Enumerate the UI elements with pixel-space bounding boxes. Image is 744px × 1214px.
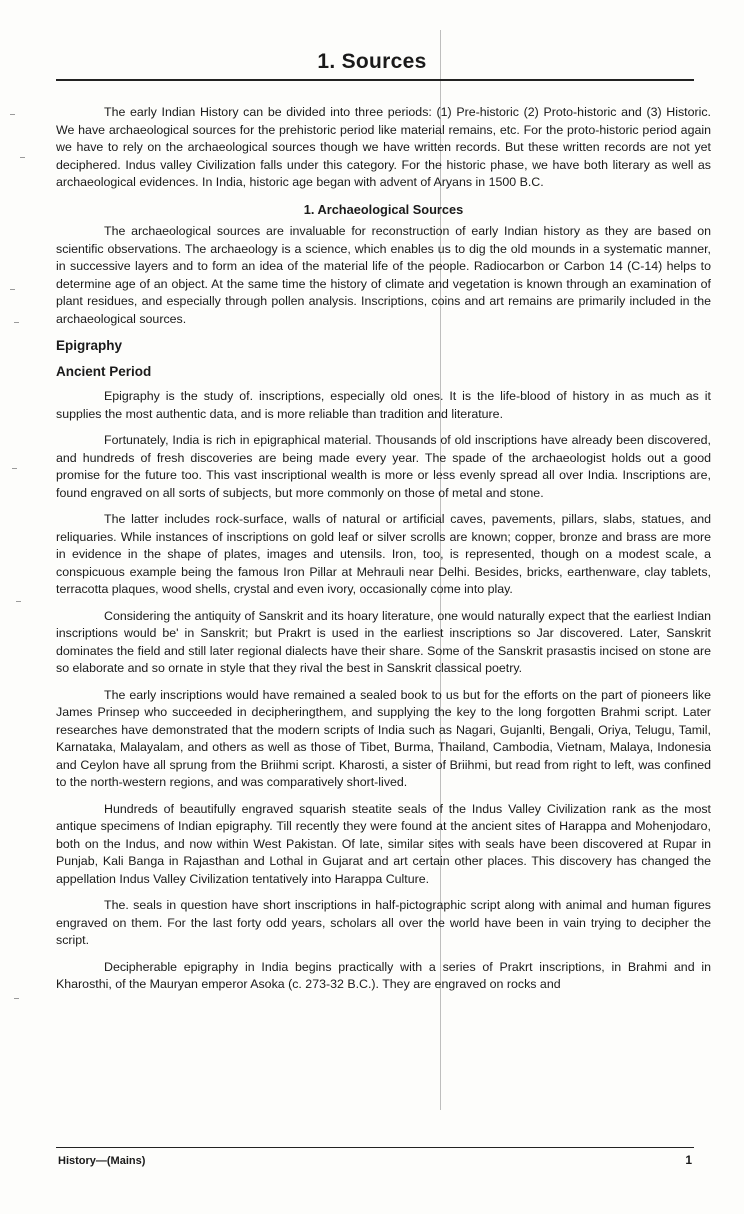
epigraphy-paragraph: The. seals in question have short inscriptions in half-pictographic script along with animal and human figures engraved on them. For the last forty odd years, scholars all over the world have been in vain trying to decipher the script.	[56, 898, 711, 947]
section-heading-archaeological-sources: 1. Archaeological Sources	[303, 201, 464, 217]
title-rule	[56, 79, 694, 81]
scan-speck	[10, 114, 15, 115]
epigraphy-paragraph: Hundreds of beautifully engraved squarish steatite seals of the Indus Valley Civilization rank as the most antique specimens of Indian epigraphy. Till recently they were found at the ancient sites of Harappa and Mohenjodaro, both on the Indus, and now within West Pakistan. Of late, similar sites with seals have been discovered at Rupar in Punjab, Kali Banga in Rajasthan and Lothal in Gujarat and art certain other places. This discovery has changed the appellation Indus Valley Civilization tentatively into Harappa Culture.	[56, 801, 711, 886]
subheading-ancient-period: Ancient Period	[56, 363, 152, 379]
scan-speck	[16, 601, 21, 602]
document-body	[56, 104, 711, 1003]
epigraphy-paragraph: The early inscriptions would have remained a sealed book to us but for the efforts on the part of pioneers like James Prinsep who succeeded in decipheringthem, and supplying the key to the long forgotten Brahmi script. Later researches have demonstrated that the modern scripts of India such as Nagari, Gujanlti, Bengali, Oriya, Telugu, Tamil, Karnataka, Malayalam, and others as well as those of Tibet, Burma, Thailand, Cambodia, Vietnam, Malaya, Indonesia and Ceylon have all sprung from the Briihmi script. Kharosti, a sister of Briihmi, but read from right to left, was confined to the north-western regions, and was comparatively short-lived.	[56, 687, 711, 789]
archaeological-sources-paragraph: The archaeological sources are invaluable for reconstruction of early Indian history as they are based on scientific observations. The archaeology is a science, which enables us to dig the old mounds in a systematic manner, in successive layers and to form an idea of the material life of the people. Radiocarbon or Carbon 14 (C-14) helps to determine age of an object. At the same time the history of climate and vegetation is known through an examination of plant residues, and especially through pollen analysis. Inscriptions, coins and art remains are primarily included in the archaeological sources.	[56, 224, 711, 326]
scan-speck	[14, 998, 19, 999]
epigraphy-paragraph: Fortunately, India is rich in epigraphical material. Thousands of old inscriptions have already been discovered, and hundreds of fresh discoveries are being made every year. The spade of the archaeologist holds out a good promise for the future too. This vast inscriptional wealth is more or less evenly spread all over India. Inscriptions are, found engraved on all sorts of subjects, but more commonly on those of metal and stone.	[56, 433, 711, 500]
scan-speck	[12, 468, 17, 469]
footer-rule	[56, 1147, 694, 1148]
epigraphy-paragraph: Decipherable epigraphy in India begins practically with a series of Prakrt inscriptions, in Brahmi and in Kharosthi, of the Mauryan emperor Asoka (c. 273-32 B.C.). They are engraved on rocks and	[56, 959, 711, 991]
section-heading-epigraphy: Epigraphy	[56, 338, 123, 353]
footer-book-title: History—(Mains)	[58, 1155, 146, 1167]
scan-speck	[14, 322, 19, 323]
page-number: 1	[685, 1153, 692, 1167]
scan-speck	[20, 157, 25, 158]
epigraphy-paragraph: The latter includes rock-surface, walls of natural or artificial caves, pavements, pillars, slabs, statues, and reliquaries. While instances of inscriptions on gold leaf or silver scrolls are known; copper, bronze and brass are more in evidence in the shape of plates, images and utensils. Iron, too, is represented, though on a modest scale, a conspicuous example being the famous Iron Pillar at Mehrauli near Delhi. Besides, bricks, earthenware, clay tablets, terracotta plaques, wood shells, crystal and even ivory, occasionally come into play.	[56, 512, 711, 596]
scan-speck	[10, 289, 15, 290]
epigraphy-paragraph: Epigraphy is the study of. inscriptions, especially old ones. It is the life-blood of history in as much as it supplies the most authentic data, and is more reliable than tradition and literature.	[56, 389, 711, 421]
epigraphy-paragraph: Considering the antiquity of Sanskrit and its hoary literature, one would naturally expect that the earliest Indian inscriptions would be' in Sanskrit; but Prakrt is used in the earliest inscriptions so Jar discovered. Later, Sanskrit dominates the field and still later regional dialects have their share. Some of the Sanskrit prasastis incised on stone are so elaborate and so ornate in style that they rival the best in Sanskrit classical poetry.	[56, 608, 711, 675]
intro-paragraph: The early Indian History can be divided into three periods: (1) Pre-historic (2) Proto-historic and (3) Historic. We have archaeological sources for the prehistoric period like material remains, etc. For the proto-historic period again we have to rely on the archaeological sources though we have written records. But these written records are not yet deciphered. Indus valley Civilization falls under this category. For the historic phase, we have both literary as well as archaeological evidences. In India, historic age began with advent of Aryans in 1500 B.C.	[56, 105, 711, 189]
page-title: 1. Sources	[317, 50, 427, 73]
